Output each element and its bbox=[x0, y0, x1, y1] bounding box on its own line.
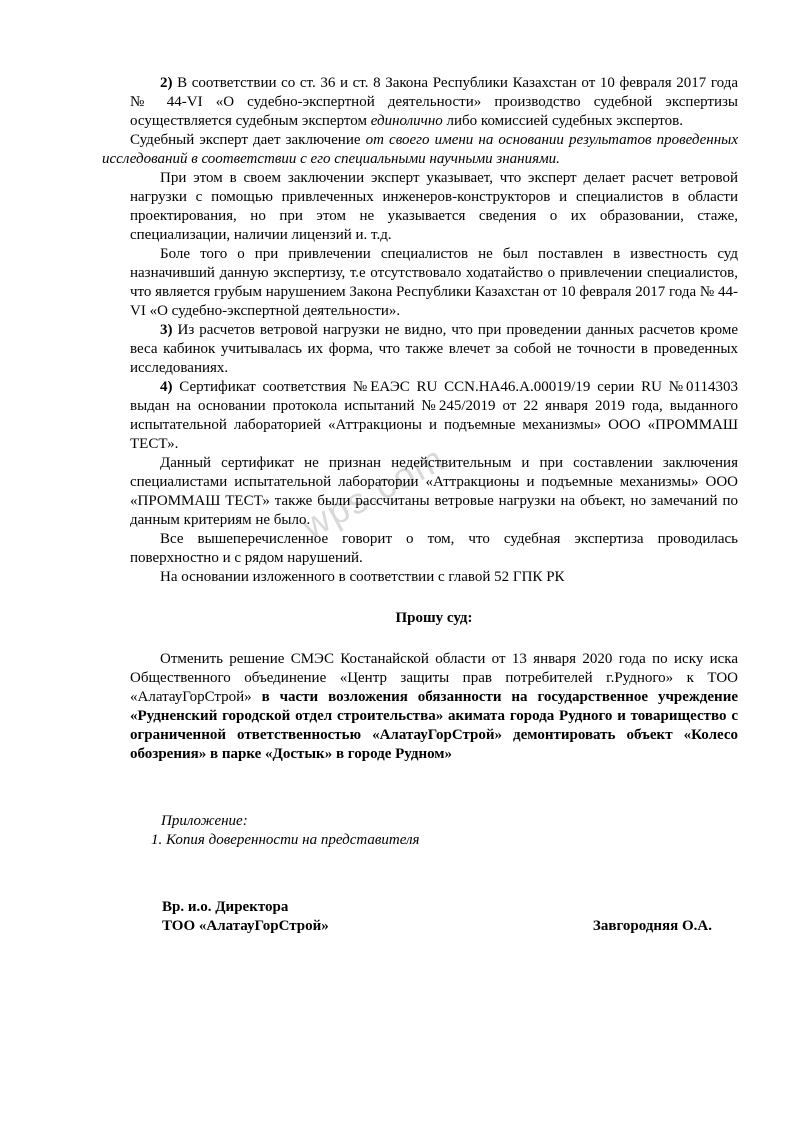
paragraph-expert-italic: от своего имени на основании результатов проведенных исследований в соответствии с его специальными научными знаниями. bbox=[102, 132, 739, 167]
request-bold: в части возложения обязанности на государственное учреждение «Рудненский городской отдел строительства» акимата города Рудного и товарищество с ограниченной ответственностью «АлатауГорСтрой» демонтировать объект «Колесо обозрения» в парке «Достык» в городе Рудном» bbox=[130, 689, 738, 762]
paragraph-2-number: 2) bbox=[160, 75, 173, 91]
request-heading: Прошу суд: bbox=[395, 610, 473, 626]
signature-position: Вр. и.о. Директора bbox=[162, 899, 289, 915]
paragraph-certificate: Данный сертификат не признан недействительным и при составлении заключения специалистами испытательной лаборатории «Аттракционы и подъемные механизмы» ООО «ПРОММАШ ТЕСТ» также были рассчитаны ветровые нагрузки на объект, но замечаний по данным критериям не было. bbox=[130, 455, 738, 528]
paragraph-2-text: В соответствии со ст. 36 и ст. 8 Закона Республики Казахстан от 10 февраля 2017 года № 44-VI «О судебно-экспертной деятельности» производство судебной экспертизы осуществляется судебным экспертом bbox=[130, 75, 738, 129]
paragraph-2 bbox=[130, 74, 738, 131]
paragraph-3-number: 3) bbox=[160, 322, 173, 338]
paragraph-2-tail: либо комиссией судебных экспертов. bbox=[442, 113, 683, 129]
request-text: Отменить решение СМЭС Костанайской области от 13 января 2020 года по иску иска Общественного объединение «Центр защиты прав потребителей г.Рудного» к ТОО «АлатауГорСтрой» bbox=[130, 651, 738, 705]
signature-block bbox=[162, 898, 738, 936]
paragraph-court: Боле того о при привлечении специалистов не был поставлен в известность суд назначивший данную экспертизу, т.е отсутствовало ходатайство о привлечении специалистов, что является грубым нарушением Закона Республики Казахстан от 10 февраля 2017 года № 44-VI «О судебно-экспертной деятельности». bbox=[130, 246, 738, 319]
appendix-item: 1. Копия доверенности на представителя bbox=[151, 832, 420, 848]
appendix-title: Приложение: bbox=[161, 813, 248, 829]
appendix bbox=[151, 812, 738, 850]
paragraph-wind: При этом в своем заключении эксперт указывает, что эксперт делает расчет ветровой нагрузки с помощью привлеченных инженеров-конструкторов и специалистов в области проектирования, но при этом не указывается сведения о их образовании, стаже, специализации, наличии лицензий и. т.д. bbox=[130, 170, 738, 243]
paragraph-expert-text: Судебный эксперт дает заключение bbox=[130, 132, 366, 148]
paragraph-summary: Все вышеперечисленное говорит о том, что судебная экспертиза проводилась поверхностно и с рядом нарушений. bbox=[130, 531, 738, 566]
paragraph-4-text: Сертификат соответствия №ЕАЭС RU CCN.HA46.A.00019/19 серии RU №0114303 выдан на основании протокола испытаний №245/2019 от 22 января 2019 года, выданного испытательной лабораторией «Аттракционы и подъемные механизмы» ООО «ПРОММАШ ТЕСТ». bbox=[130, 379, 738, 452]
paragraph-4-number: 4) bbox=[160, 379, 173, 395]
paragraph-expert bbox=[102, 131, 738, 169]
paragraph-3-text: Из расчетов ветровой нагрузки не видно, что при проведении данных расчетов кроме веса кабинок учитывалась их форма, что также влечет за собой не точности в проведенных исследованиях. bbox=[130, 322, 738, 376]
signature-company: ТОО «АлатауГорСтрой» bbox=[162, 918, 329, 934]
paragraph-3 bbox=[130, 321, 738, 378]
signature-name: Завгородняя О.А. bbox=[592, 918, 712, 934]
watermark: wps.com bbox=[294, 437, 452, 547]
paragraph-request bbox=[130, 650, 738, 764]
paragraph-basis: На основании изложенного в соответствии с главой 52 ГПК РК bbox=[160, 569, 565, 585]
document-page bbox=[102, 74, 739, 936]
paragraph-2-italic: единолично bbox=[370, 113, 443, 129]
paragraph-4 bbox=[130, 378, 738, 454]
